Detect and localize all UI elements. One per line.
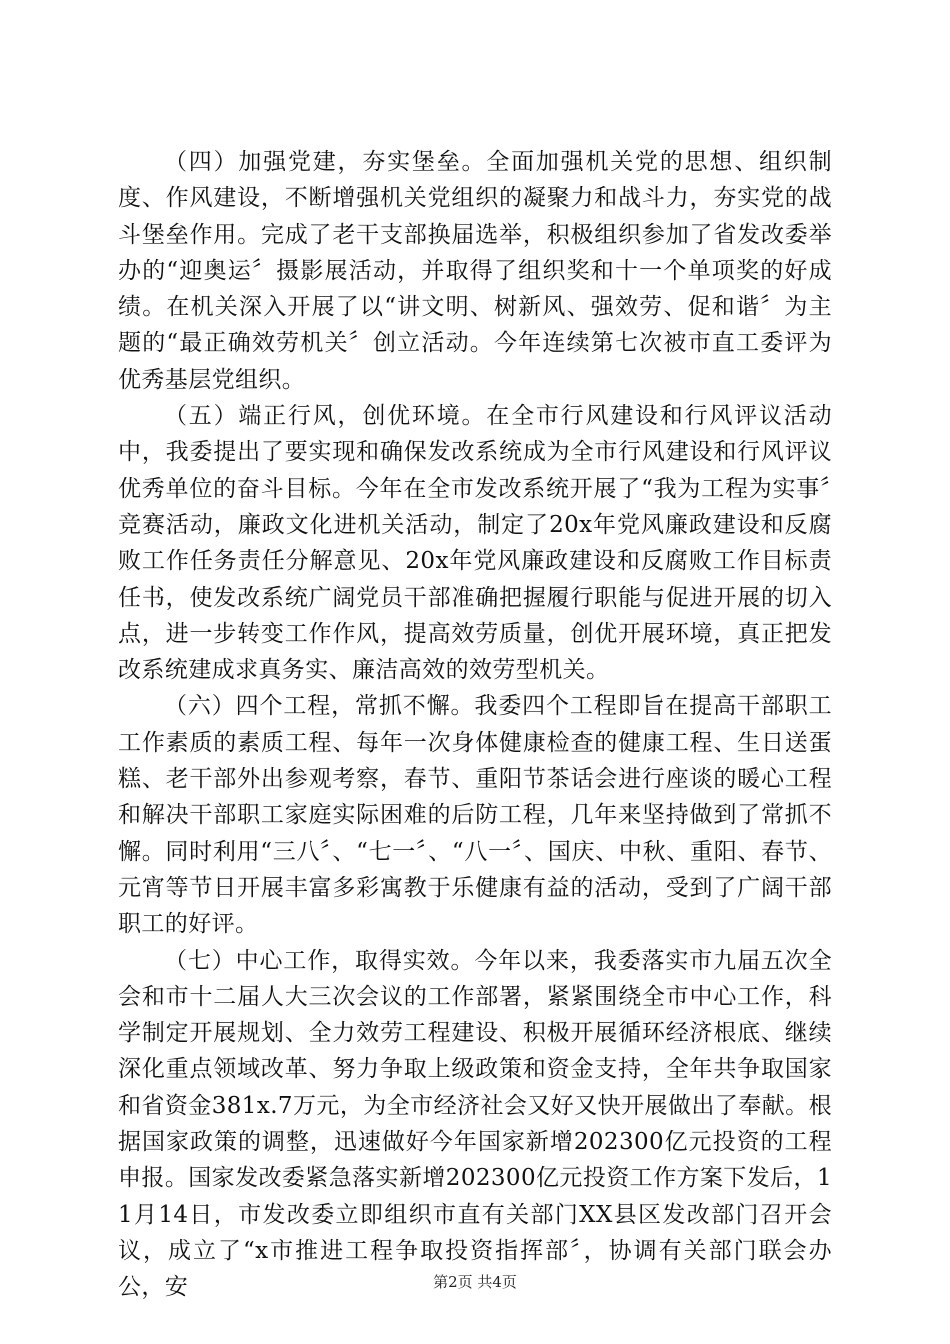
document-body [118,144,832,1306]
paragraph-four-projects: （六）四个工程，常抓不懈。我委四个工程即旨在提高干部职工工作素质的素质工程、每年一次身体健康检查的健康工程、生日送蛋糕、老干部外出参观考察，春节、重阳节茶话会进行座谈的暖心工程和解决干部职工家庭实际困难的后防工程，几年来坚持做到了常抓不懈。同时利用“三八〞、“七一〞、“八一〞、国庆、中秋、重阳、春节、元宵等节日开展丰富多彩寓教于乐健康有益的活动，受到了广阔干部职工的好评。 [118,693,832,938]
paragraph-party-building: （四）加强党建，夯实堡垒。全面加强机关党的思想、组织制度、作风建设，不断增强机关党组织的凝聚力和战斗力，夯实党的战斗堡垒作用。完成了老干支部换届选举，积极组织参加了省发改委举办的“迎奥运〞摄影展活动，并取得了组织奖和十一个单项奖的好成绩。在机关深入开展了以“讲文明、树新风、强效劳、促和谐〞为主题的“最正确效劳机关〞创立活动。今年连续第七次被市直工委评为优秀基层党组织。 [118,149,832,393]
paragraph-conduct: （五）端正行风，创优环境。在全市行风建设和行风评议活动中，我委提出了要实现和确保发改系统成为全市行风建设和行风评议优秀单位的奋斗目标。今年在全市发改系统开展了“我为工程为实事〞竞赛活动，廉政文化进机关活动，制定了20x年党风廉政建设和反腐败工作任务责任分解意见、20x年党风廉政建设和反腐败工作目标责任书，使发改系统广阔党员干部准确把握履行职能与促进开展的切入点，进一步转变工作作风，提高效劳质量，创优开展环境，真正把发改系统建成求真务实、廉洁高效的效劳型机关。 [118,403,832,684]
paragraph-central-work: （七）中心工作，取得实效。今年以来，我委落实市九届五次全会和市十二届人大三次会议的工作部署，紧紧围绕全市中心工作，科学制定开展规划、全力效劳工程建设、积极开展循环经济根底、继续深化重点领域改革、努力争取上级政策和资金支持，全年共争取国家和省资金381x.7万元，为全市经济社会又好又快开展做出了奉献。根据国家政策的调整，迅速做好今年国家新增202300亿元投资的工程申报。国家发改委紧急落实新增202300亿元投资工作方案下发后，11月14日，市发改委立即组织市直有关部门XX县区发改部门召开会议，成立了“x市推进工程争取投资指挥部〞，协调有关部门联会办公，安 [118,947,832,1301]
page-footer: 第2页 共4页 [433,1273,517,1291]
